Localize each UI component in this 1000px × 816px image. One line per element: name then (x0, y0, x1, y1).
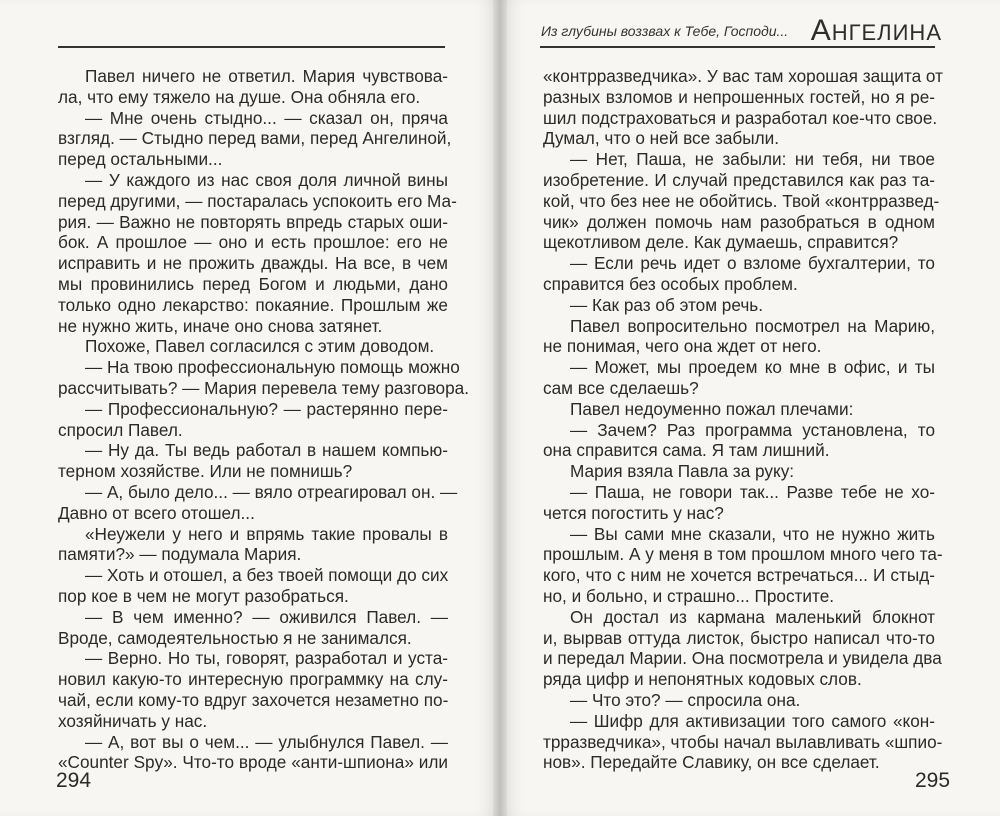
book-spine (493, 0, 507, 816)
text-line: — Шифр для активизации того самого «кон- (570, 710, 935, 731)
text-line: только одно лекарство: покаяние. Прошлым же (58, 294, 448, 315)
text-line: шил подстраховаться и разработал кое-что свое. (543, 107, 938, 128)
text-line: кого, что с ним не хочется встречаться... И стыд- (543, 565, 935, 586)
text-line: и передал Марии. Она посмотрела и увидела два (543, 648, 942, 669)
left-running-header: АНГЕЛИНА (810, 14, 942, 47)
text-line: — Ну да. Ты ведь работал в нашем компью- (85, 440, 448, 461)
text-line: Похоже, Павел согласился с этим доводом. (85, 336, 435, 357)
text-line: Думал, что о ней все забыли. (543, 128, 780, 149)
text-line: — Может, мы проедем ко мне в офис, и ты (570, 357, 935, 378)
text-line: чай, если кому-то вдруг захочется незаметно по- (58, 689, 449, 710)
text-line: хозяйничать у нас. (58, 710, 208, 731)
text-line: не нужно жить, иначе оно снова затянет. (58, 315, 383, 336)
text-line: «контрразведчика». У вас там хорошая защита от (543, 66, 943, 86)
right-body-text (543, 66, 943, 773)
text-line: не понимая, чего она ждет от него. (543, 336, 822, 357)
text-line: взгляд. — Стыдно перед вами, перед Ангелиной, (58, 128, 452, 149)
text-line: изобретение. И случай представился как раз та- (543, 169, 935, 190)
text-line: — Хоть и отошел, а без твоей помощи до сих (85, 565, 449, 586)
right-running-header: Из глубины воззвах к Тебе, Господи... (541, 23, 789, 39)
text-line: «Неужели у него и впрямь такие провалы в (85, 523, 448, 544)
text-line: Вроде, самодеятельностью я не занимался. (58, 627, 412, 648)
text-line: нов». Передайте Славику, он все сделает. (543, 752, 880, 773)
text-line: новил какую-то интересную программку на слу- (58, 669, 448, 690)
left-body-text (58, 66, 469, 773)
text-line: чик» должен помочь нам разобраться в одном (543, 211, 935, 232)
text-line: — У каждого из нас своя доля личной вины (85, 169, 448, 190)
text-line: — Вы сами мне сказали, что не нужно жить (570, 523, 935, 544)
text-line: — В чем именно? — оживился Павел. — (85, 606, 448, 627)
text-line: памяти?» — подумала Мария. (58, 544, 302, 565)
text-line: терном хозяйстве. Или не помнишь? (58, 461, 353, 482)
left-header-rule (58, 46, 445, 48)
text-line: — Зачем? Раз программа установлена, то (570, 419, 935, 440)
text-line: — На твою профессиональную помощь можно (85, 357, 460, 378)
text-line: — А, было дело... — вяло отреагировал он. — (85, 481, 458, 502)
text-line: сам все сделаешь? (543, 377, 699, 398)
text-line: — Если речь идет о взломе бухгалтерии, то (570, 253, 935, 274)
text-line: рия. — Важно не повторять впредь старых оши- (58, 211, 448, 232)
text-line: перед другими, — постаралась успокоить его Ма- (58, 190, 457, 211)
text-line: она справится сама. Я там лишний. (543, 440, 830, 461)
text-line: щекотливом деле. Как думаешь, справится? (543, 232, 899, 253)
text-line: справится без особых проблем. (543, 273, 798, 294)
text-line: бок. А прошлое — оно и есть прошлое: его не (58, 232, 448, 253)
text-line: пор кое в чем не могут разобраться. (58, 585, 349, 606)
text-line: чется погостить у нас? (543, 502, 724, 523)
text-line: — А, вот вы о чем... — улыбнулся Павел. — (85, 731, 448, 752)
text-line: — Профессиональную? — растерянно пере- (85, 398, 448, 419)
text-line: трразведчика», чтобы начал вылавливать «шпио- (543, 731, 943, 752)
text-line: Мария взяла Павла за руку: (570, 461, 795, 482)
text-line: рассчитывать? — Мария перевела тему разговора. (58, 377, 469, 398)
text-line: Павел ничего не ответил. Мария чувствова- (85, 66, 448, 86)
left-page-number: 294 (56, 769, 92, 792)
text-line: прошлым. А у меня в том прошлом много чего та- (543, 544, 943, 565)
text-line: Павел недоуменно пожал плечами: (570, 398, 854, 419)
text-line: ряда цифр и непонятных кодовых слов. (543, 669, 862, 690)
right-page-number: 295 (915, 769, 951, 792)
text-line: Давно от всего отошел... (58, 502, 255, 523)
text-line: и, вырвав оттуда листок, быстро написал что-то (543, 627, 935, 648)
text-line: — Верно. Но ты, говорят, разработал и уста- (85, 648, 448, 669)
text-line: кой, что без нее не обойтись. Твой «контрразвед- (543, 190, 940, 211)
text-line: перед остальными... (58, 149, 223, 170)
text-line: разных взломов и непрошенных гостей, но я ре- (543, 86, 935, 107)
text-line: исправить и не прожить дважды. На все, в чем (58, 253, 448, 274)
text-line: мы провинились перед Богом и людьми, дано (58, 273, 448, 294)
text-line: но, и больно, и страшно... Простите. (543, 585, 835, 606)
text-line: — Мне очень стыдно... — сказал он, пряча (85, 107, 448, 128)
text-line: — Что это? — спросила она. (570, 689, 801, 710)
text-line: Он достал из кармана маленький блокнот (570, 606, 935, 627)
text-line: — Нет, Паша, не забыли: ни тебя, ни твое (570, 149, 935, 170)
text-line: «Counter Spy». Что-то вроде «анти-шпиона» или (58, 752, 448, 773)
text-line: — Как раз об этом речь. (570, 294, 764, 315)
text-line: ла, что ему тяжело на душе. Она обняла его. (58, 86, 421, 107)
text-line: Павел вопросительно посмотрел на Марию, (570, 315, 935, 336)
text-line: — Паша, не говори так... Разве тебе не хо- (570, 481, 935, 502)
text-line: спросил Павел. (58, 419, 183, 440)
